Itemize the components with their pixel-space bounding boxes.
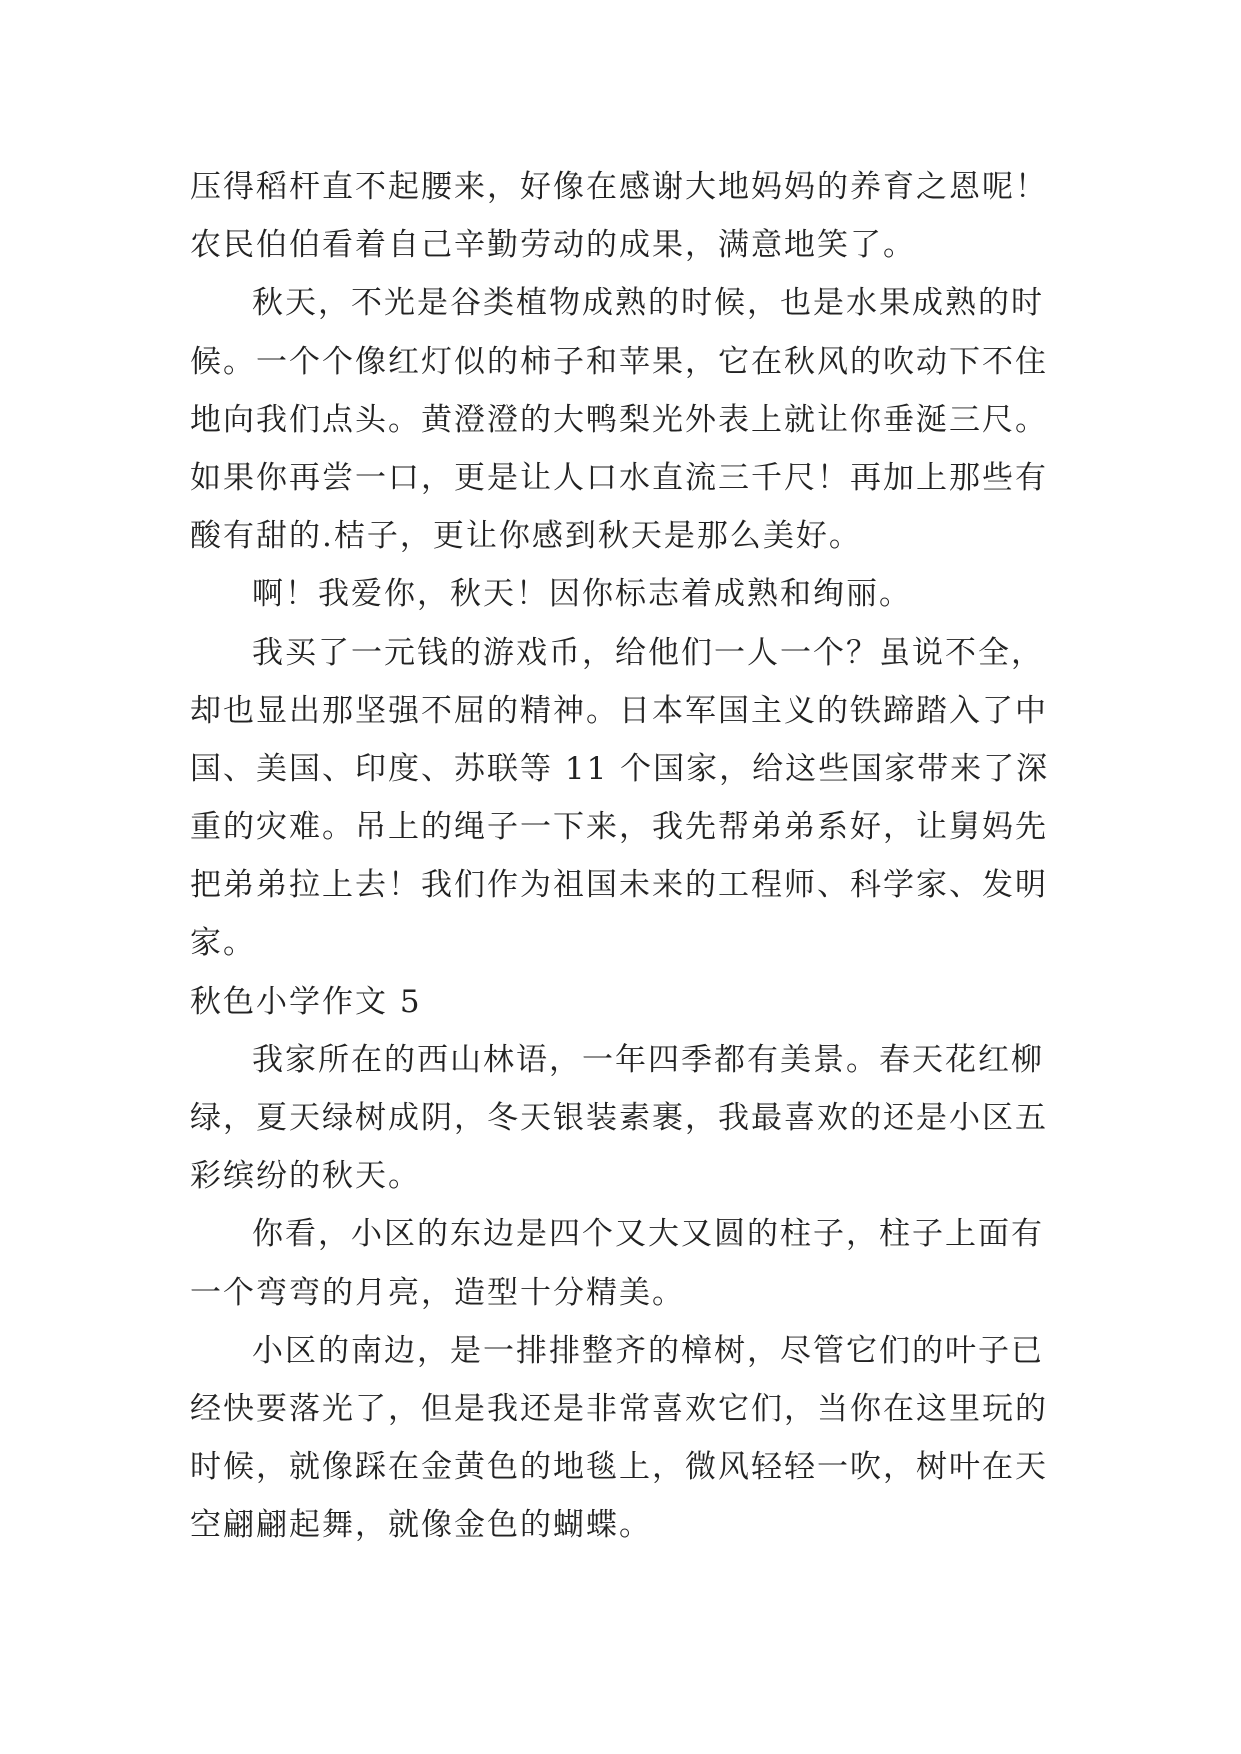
text-line: 绿，夏天绿树成阴，冬天银装素裹，我最喜欢的还是小区五 <box>190 1100 1048 1136</box>
text-line: 农民伯伯看着自己辛勤劳动的成果，满意地笑了。 <box>190 227 916 264</box>
section-heading: 秋色小学作文 5 <box>190 983 422 1020</box>
text-line: 把弟弟拉上去！我们作为祖国未来的工程师、科学家、发明 <box>190 867 1048 904</box>
text-line: 家。 <box>190 925 256 962</box>
paragraph-start-line: 小区的南边，是一排排整齐的樟树，尽管它们的叶子已 <box>252 1332 1044 1369</box>
text-line: 压得稻杆直不起腰来，好像在感谢大地妈妈的养育之恩呢！ <box>190 169 1048 205</box>
text-line: 重的灾难。吊上的绳子一下来，我先帮弟弟系好，让舅妈先 <box>190 809 1048 846</box>
text-line: 经快要落光了，但是我还是非常喜欢它们，当你在这里玩的 <box>190 1390 1048 1427</box>
paragraph-start-line: 我家所在的西山林语，一年四季都有美景。春天花红柳 <box>252 1041 1044 1078</box>
text-line: 空翩翩起舞，就像金色的蝴蝶。 <box>190 1507 652 1544</box>
text-line: 如果你再尝一口，更是让人口水直流三千尺！再加上那些有 <box>190 459 1048 496</box>
paragraph-start-line: 秋天，不光是谷类植物成熟的时候，也是水果成熟的时 <box>252 285 1044 322</box>
text-line: 候。一个个像红灯似的柿子和苹果，它在秋风的吹动下不住 <box>190 343 1048 380</box>
paragraph-start-line: 你看，小区的东边是四个又大又圆的柱子，柱子上面有 <box>252 1216 1044 1253</box>
text-line: 彩缤纷的秋天。 <box>190 1158 421 1195</box>
text-line: 一个弯弯的月亮，造型十分精美。 <box>190 1274 685 1311</box>
text-line: 时候，就像踩在金黄色的地毯上，微风轻轻一吹，树叶在天 <box>190 1449 1048 1486</box>
paragraph-start-line: 我买了一元钱的游戏币，给他们一人一个？虽说不全， <box>252 634 1044 671</box>
paragraph-start-line: 啊！我爱你，秋天！因你标志着成熟和绚丽。 <box>252 576 912 613</box>
text-line: 地向我们点头。黄澄澄的大鸭梨光外表上就让你垂涎三尺。 <box>190 401 1048 438</box>
text-line: 国、美国、印度、苏联等 11 个国家，给这些国家带来了深 <box>190 750 1050 787</box>
text-line: 却也显出那坚强不屈的精神。日本军国主义的铁蹄踏入了中 <box>190 692 1048 729</box>
text-line: 酸有甜的.桔子，更让你感到秋天是那么美好。 <box>190 518 862 555</box>
document-body <box>190 158 1070 1555</box>
